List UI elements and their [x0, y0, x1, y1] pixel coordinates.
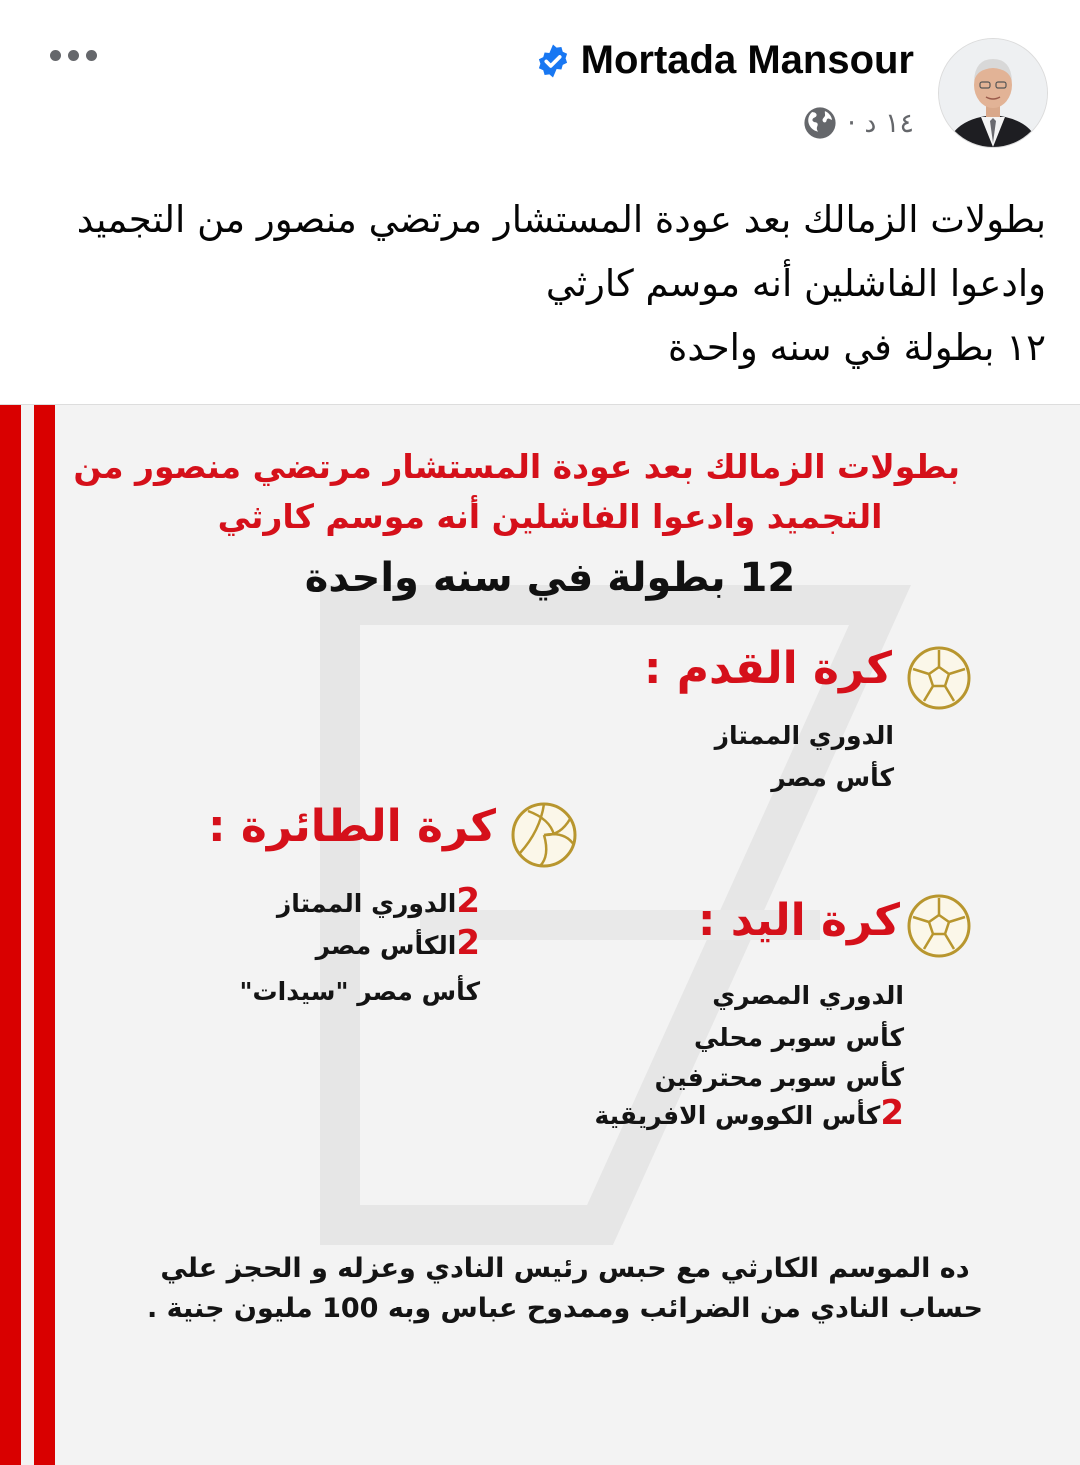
graphic-title-line: بطولات الزمالك بعد عودة المستشار مرتضي منصور من: [73, 447, 960, 486]
more-options-icon[interactable]: [50, 50, 97, 61]
post-text: [36, 188, 1046, 380]
post-image[interactable]: [0, 405, 1080, 1465]
graphic-footer-line: ده الموسم الكارثي مع حبس رئيس النادي وعزله و الحجز علي: [160, 1253, 970, 1284]
red-stripe: [0, 405, 21, 1465]
football-item: كأس مصر: [771, 763, 894, 792]
avatar[interactable]: [938, 38, 1048, 148]
graphic-title-line: التجميد وادعوا الفاشلين أنه موسم كارثي: [217, 497, 883, 536]
football-icon: [906, 645, 972, 711]
author-row: [535, 38, 914, 83]
post-text-line: ١٢ بطولة في سنه واحدة: [667, 326, 1046, 369]
handball-item: كأس سوبر محلي: [693, 1023, 904, 1052]
red-stripe: [34, 405, 55, 1465]
handball-icon: [906, 893, 972, 959]
handball-item: الدوري المصري: [712, 981, 904, 1010]
football-title: كرة القدم :: [643, 643, 892, 694]
globe-icon[interactable]: [803, 106, 837, 140]
post-timestamp[interactable]: ١٤ د ·: [847, 107, 914, 139]
avatar-photo: [939, 39, 1047, 147]
handball-item: 2كأس الكووس الافريقية: [594, 1093, 904, 1133]
volleyball-item: كأس مصر "سيدات": [239, 977, 480, 1006]
post-text-line: وادعوا الفاشلين أنه موسم كارثي: [545, 262, 1046, 305]
post-meta: [803, 106, 914, 140]
volleyball-icon: [510, 801, 578, 869]
graphic-headline: 12 بطولة في سنه واحدة: [304, 555, 796, 601]
volleyball-item: 2الدوري الممتاز: [276, 881, 480, 921]
graphic-footer-line: حساب النادي من الضرائب وممدوح عباس وبه 100 مليون جنية .: [147, 1293, 983, 1324]
volleyball-title: كرة الطائرة :: [207, 801, 496, 852]
author-name[interactable]: Mortada Mansour: [580, 38, 914, 82]
handball-item: كأس سوبر محترفين: [654, 1063, 904, 1092]
football-item: الدوري الممتاز: [714, 721, 894, 750]
verified-badge-icon: [535, 43, 571, 79]
handball-title: كرة اليد :: [697, 895, 900, 946]
volleyball-item: 2الكأس مصر: [315, 923, 480, 963]
post-header: [0, 0, 1080, 160]
post-text-line: بطولات الزمالك بعد عودة المستشار مرتضي منصور من التجميد: [76, 198, 1046, 241]
